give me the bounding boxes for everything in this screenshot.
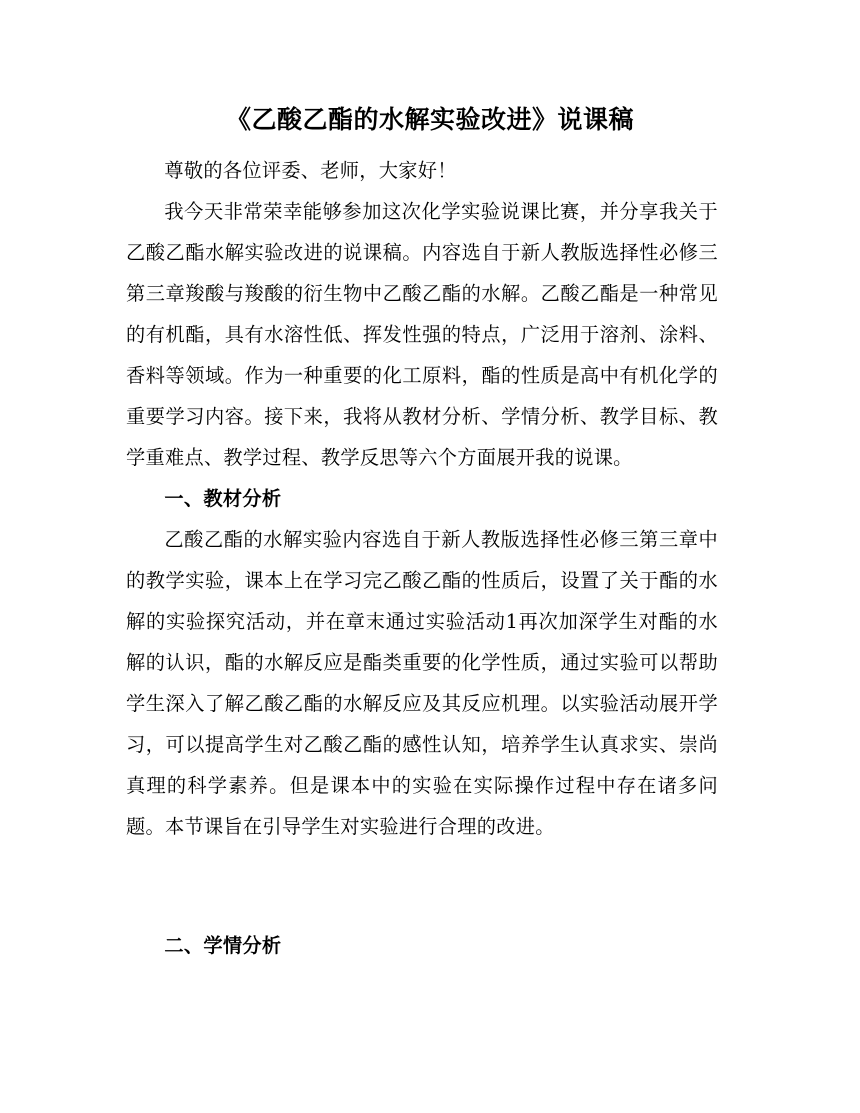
section-heading-block — [126, 925, 718, 966]
greeting-block — [126, 150, 718, 847]
intro-paragraph: 我今天非常荣幸能够参加这次化学实验说课比赛，并分享我关于乙酸乙酯水解实验改进的说课稿。内容选自于新人教版选择性必修三第三章羧酸与羧酸的衍生物中乙酸乙酯的水解。乙酸乙酯是一种常见的有机酯，具有水溶性低、挥发性强的特点，广泛用于溶剂、涂料、香料等领域。作为一种重要的化工原料，酯的性质是高中有机化学的重要学习内容。接下来，我将从教材分析、学情分析、教学目标、教学重难点、教学过程、教学反思等六个方面展开我的说课。 — [126, 200, 718, 469]
greeting-paragraph: 尊敬的各位评委、老师，大家好！ — [164, 159, 457, 182]
section-heading-textbook-analysis: 一、教材分析 — [164, 487, 282, 510]
section-paragraph-textbook-analysis: 乙酸乙酯的水解实验内容选自于新人教版选择性必修三第三章中的教学实验，课本上在学习完乙酸乙酯的性质后，设置了关于酯的水解的实验探究活动，并在章末通过实验活动1再次加深学生对酯的水解的认识，酯的水解反应是酯类重要的化学性质，通过实验可以帮助学生深入了解乙酸乙酯的水解反应及其反应机理。以实验活动展开学习，可以提高学生对乙酸乙酯的感性认知，培养学生认真求实、崇尚真理的科学素养。但是课本中的实验在实际操作过程中存在诸多问题。本节课旨在引导学生对实验进行合理的改进。 — [126, 528, 718, 838]
section-heading-student-analysis: 二、学情分析 — [164, 934, 282, 957]
document-title: 《乙酸乙酯的水解实验改进》说课稿 — [225, 105, 634, 134]
